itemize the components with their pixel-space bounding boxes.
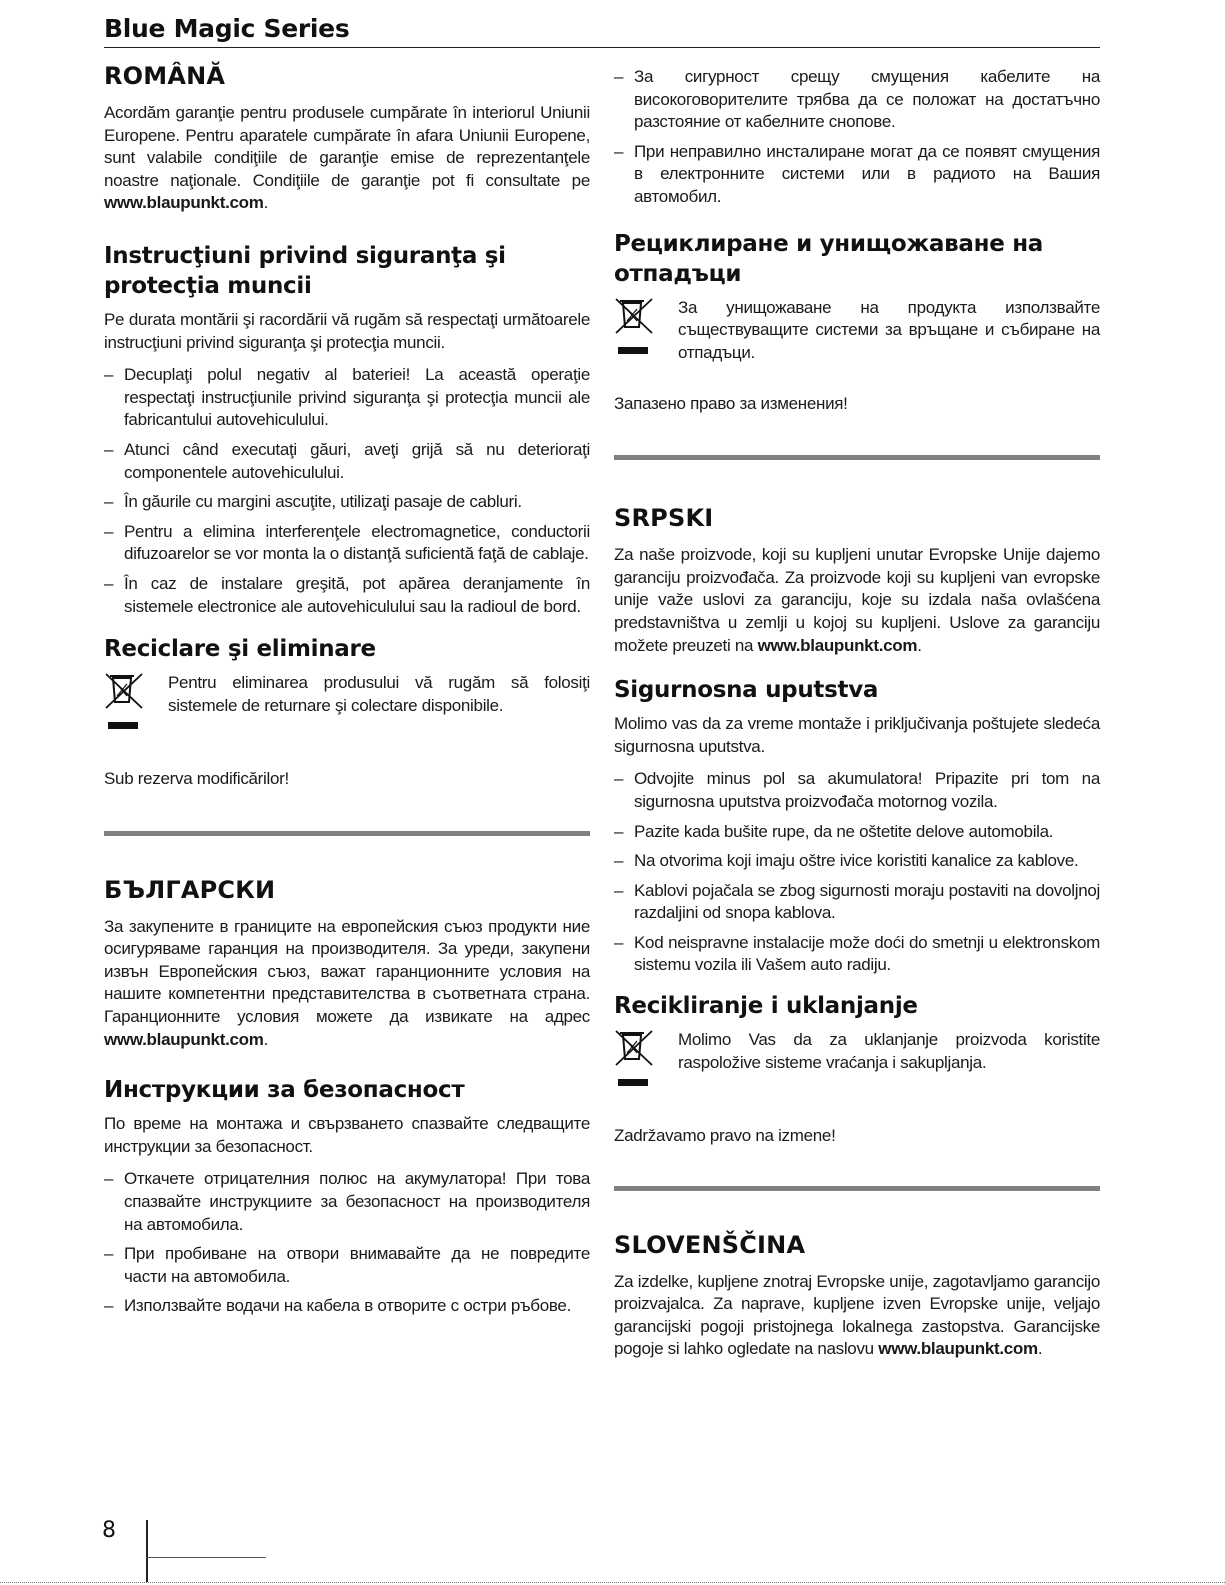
page-marker-rule <box>146 1557 266 1558</box>
romana-safety-intro: Pe durata montării şi racordării vă rugăm să respectaţi următoarele instrucţiuni privind siguranţa şi protecţia muncii. <box>104 309 590 352</box>
romana-note: Sub rezerva modificărilor! <box>104 769 289 789</box>
bulgarian-safety-list-continued <box>614 66 1100 209</box>
section-separator <box>104 831 590 836</box>
left-column <box>104 58 590 1325</box>
list-item: – Decuplaţi polul negativ al bateriei! La această operaţie respectaţi instrucţiunile privind siguranţa şi protecţia muncii ale fabricantului autovehiculului. <box>104 364 590 432</box>
list-item: – За сигурност срещу смущения кабелите на високоговорителите трябва да се положат на достатъчно разстояние от кабелните снопове. <box>614 66 1100 134</box>
list-item: – При неправилно инсталиране могат да се появят смущения в електронните системи или в радиото на Вашия автомобил. <box>614 141 1100 209</box>
romana-link[interactable]: www.blaupunkt.com <box>104 193 264 213</box>
srpski-intro: Za naše proizvode, koji su kupljeni unutar Evropske Unije dajemo garanciju proizvođača. Za proizvode koji su kupljeni van evropske unije važe uslovi za garanciju, koje su izdala naša ovlašćena predstavništva u zemlji u kojoj su kupljeni. Uslove za garanciju možete preuzeti na www.blaupunkt.com. <box>614 545 1100 655</box>
header-divider <box>104 47 1100 48</box>
bulgarian-safety-list <box>104 1168 590 1318</box>
bulgarian-link[interactable]: www.blaupunkt.com <box>104 1029 264 1049</box>
bulgarian-title: БЪЛГАРСКИ <box>104 875 276 904</box>
section-separator <box>614 455 1100 460</box>
romana-recycle-title: Reciclare şi eliminare <box>104 636 376 663</box>
srpski-recycle-title: Recikliranje i uklanjanje <box>614 993 918 1020</box>
page-marker-line <box>146 1520 148 1582</box>
list-item: – Pentru a elimina interferenţele electromagnetice, conductorii difuzoarelor se vor monta la o distanţă suficientă faţă de cablaje. <box>104 521 590 566</box>
list-item: – Odvojite minus pol sa akumulatora! Pripazite pri tom na sigurnosna uputstva proizvođača motornog vozila. <box>614 768 1100 813</box>
romana-safety-title: Instrucţiuni privind siguranţa şi protecţia muncii <box>104 242 506 299</box>
bulgarian-recycle-text: За унищожаване на продукта използвайте съществуващите системи за връщане и събиране на отпадъци. <box>678 297 1100 362</box>
section-separator <box>614 1186 1100 1191</box>
romana-section <box>104 62 590 836</box>
list-item: – Използвайте водачи на кабела в отворите с остри ръбове. <box>104 1295 590 1318</box>
list-item: – Na otvorima koji imaju oštre ivice koristiti kanalice za kablove. <box>614 850 1100 873</box>
slovenscina-title: SLOVENŠČINA <box>614 1230 806 1259</box>
romana-title: ROMÂNĂ <box>104 62 226 90</box>
bulgarian-recycle-title: Рециклиране и унищожаване на отпадъци <box>614 230 1044 287</box>
srpski-recycle-text: Molimo Vas da za uklanjanje proizvoda koristite raspoložive sisteme vraćanja i sakupljanja. <box>678 1030 1100 1072</box>
page-number: 8 <box>102 1518 116 1543</box>
srpski-recycle-block <box>614 1029 1100 1103</box>
romana-recycle-text: Pentru eliminarea produsului vă rugăm să folosiţi sistemele de returnare şi colectare disponibile. <box>168 673 590 715</box>
list-item: – Kablovi pojačala se zbog sigurnosti moraju postaviti na dovoljnoj razdaljini od snopa kablova. <box>614 880 1100 925</box>
list-item: – При пробиване на отвори внимавайте да не повредите части на автомобила. <box>104 1243 590 1288</box>
srpski-section <box>614 504 1100 1191</box>
bulgarian-note: Запазено право за изменения! <box>614 393 848 413</box>
bulgarian-safety-title: Инструкции за безопасност <box>104 1077 465 1104</box>
bottom-border <box>0 1582 1225 1583</box>
romana-safety-list <box>104 364 590 618</box>
bulgarian-continued <box>614 66 1100 460</box>
srpski-safety-list <box>614 768 1100 977</box>
bulgarian-recycle-block <box>614 297 1100 371</box>
srpski-safety-intro: Molimo vas da za vreme montaže i priključivanja poštujete sledeća sigurnosna uputstva. <box>614 714 1100 756</box>
romana-recycle-block <box>104 672 590 746</box>
srpski-title: SRPSKI <box>614 504 714 533</box>
slovenscina-section <box>614 1231 1100 1361</box>
list-item: – Kod neispravne instalacije može doći do smetnji u elektronskom sistemu vozila ili Vašem auto radiju. <box>614 932 1100 977</box>
srpski-safety-title: Sigurnosna uputstva <box>614 677 879 704</box>
crossed-bin-icon <box>614 297 654 357</box>
series-title: Blue Magic Series <box>104 14 350 43</box>
bulgarian-intro: За закупените в границите на европейския съюз продукти ние осигуряваме гаранция на производителя. За уреди, закупени извън Европейския съюз, важат гаранционните условия на нашите компетентни представителства в съответната страна. Гаранционните условия можете да извикате на адрес www.blaupunkt.com. <box>104 916 590 1049</box>
bulgarian-safety-intro: По време на монтажа и свързването спазвайте следващите инструкции за безопасност. <box>104 1114 590 1156</box>
slovenscina-link[interactable]: www.blaupunkt.com <box>878 1339 1038 1359</box>
slovenscina-intro: Za izdelke, kupljene znotraj Evropske unije, zagotavljamo garancijo proizvajalca. Za naprave, kupljene izven Evropske unije, veljajo garancijski pogoji pristojnega lokalnega zastopstva. Garancijske pogoje si lahko ogledate na naslovu www.blaupunkt.com. <box>614 1271 1100 1359</box>
srpski-note: Zadržavamo pravo na izmene! <box>614 1126 836 1146</box>
list-item: – În caz de instalare greşită, pot apărea deranjamente în sistemele electronice ale autovehiculului sau la radioul de bord. <box>104 573 590 618</box>
right-column <box>614 66 1100 1361</box>
bulgarian-section <box>104 876 590 1318</box>
list-item: – Pazite kada bušite rupe, da ne oštetite delove automobila. <box>614 821 1100 844</box>
srpski-link[interactable]: www.blaupunkt.com <box>757 635 918 655</box>
list-item: – În găurile cu margini ascuţite, utilizaţi pasaje de cabluri. <box>104 491 590 514</box>
romana-intro: Acordăm garanţie pentru produsele cumpărate în interiorul Uniunii Europene. Pentru aparatele cumpărate în afara Uniunii Europene, sunt valabile condiţiile de garanţie emise de reprezentanţele noastre naţionale. Condiţiile de garanţie pot fi consultate pe www.blaupunkt.com. <box>104 103 590 213</box>
crossed-bin-icon <box>614 1029 654 1089</box>
list-item: – Откачете отрицателния полюс на акумулатора! При това спазвайте инструкциите за безопасност на производителя на автомобила. <box>104 1168 590 1236</box>
crossed-bin-icon <box>104 672 144 732</box>
list-item: – Atunci când executaţi găuri, aveţi grijă să nu deterioraţi componentele autovehiculului. <box>104 439 590 484</box>
